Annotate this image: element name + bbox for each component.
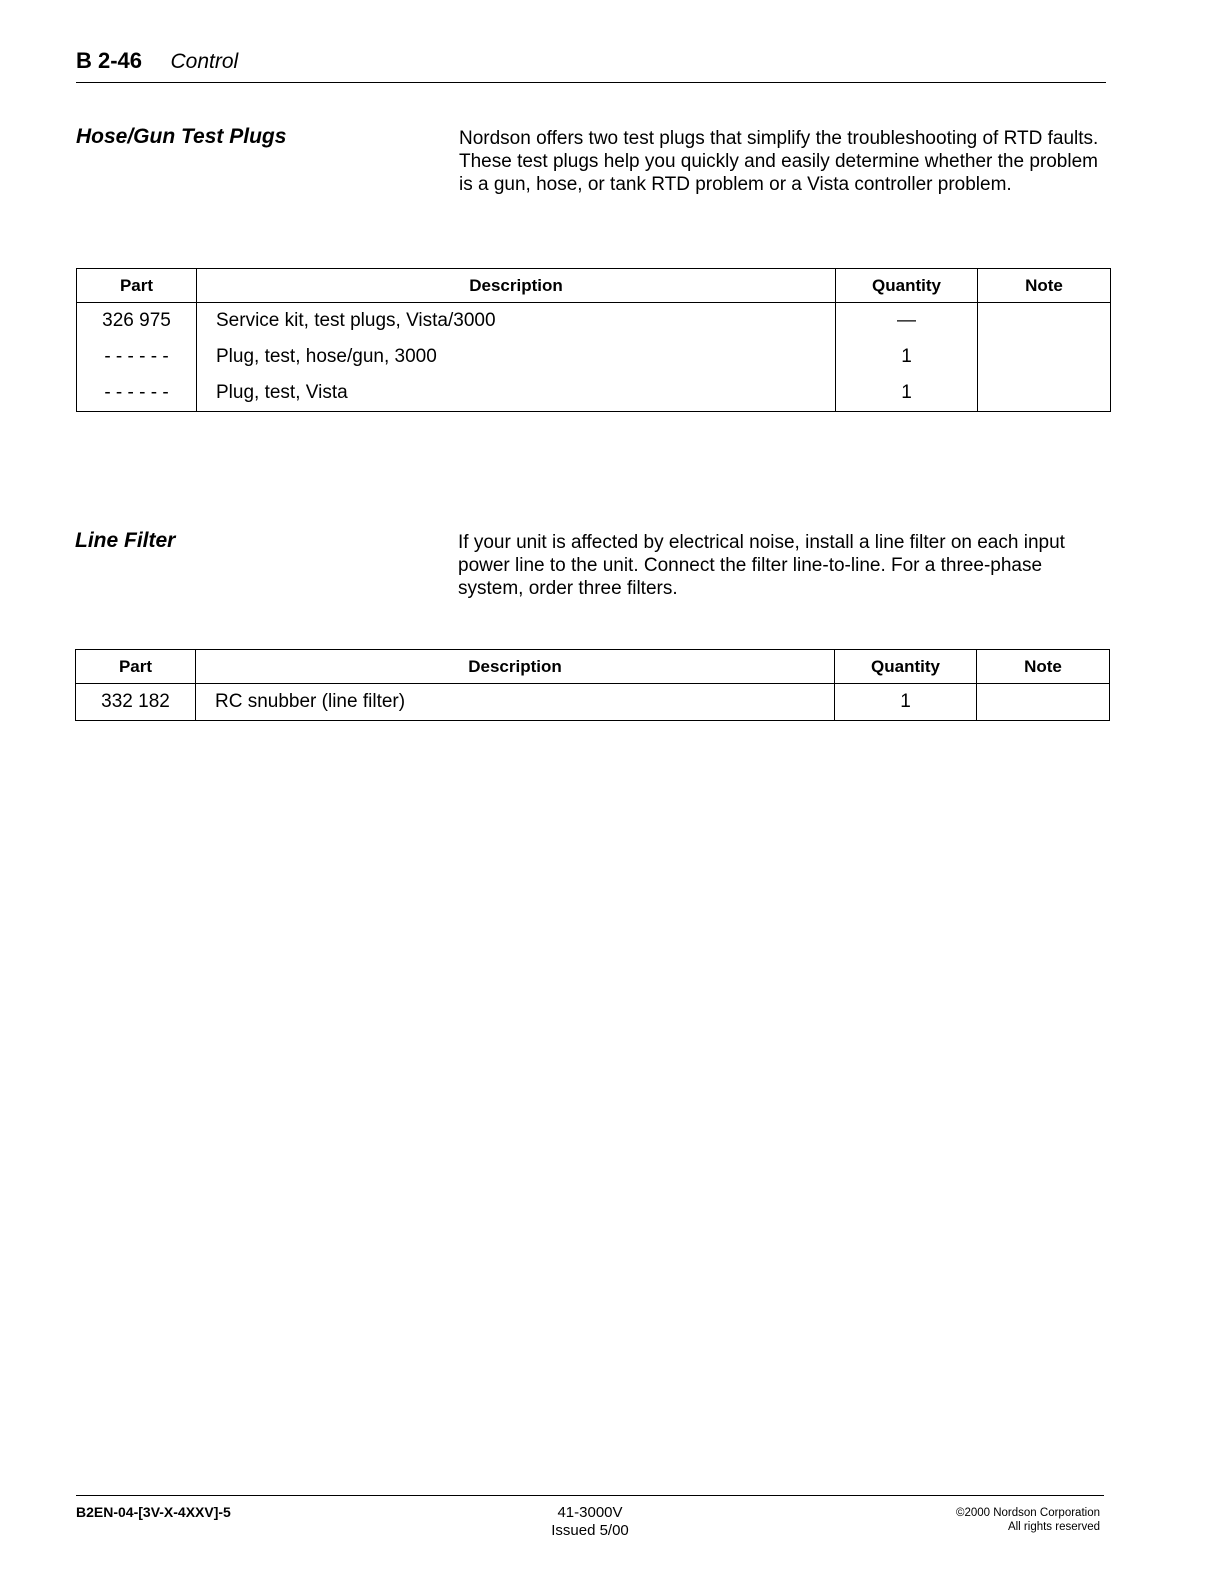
table-header-row	[77, 269, 1111, 303]
part-note	[978, 303, 1111, 340]
rights-text: All rights reserved	[1007, 1521, 1100, 1533]
part-quantity: —	[836, 303, 978, 340]
line-filter-parts-table	[75, 649, 1110, 721]
part-description: RC snubber (line filter)	[196, 684, 835, 721]
footer-doc-code: B2EN-04-[3V-X-4XXV]-5	[76, 1504, 231, 1520]
column-header-note: Note	[978, 269, 1111, 303]
part-description: Plug, test, hose/gun, 3000	[197, 339, 836, 375]
part-note	[978, 375, 1111, 412]
footer-copyright	[956, 1506, 1100, 1534]
part-number: 326 975	[77, 303, 197, 340]
section-name: Control	[170, 50, 239, 73]
line-filter-text: If your unit is affected by electrical noise, install a line filter on each input power line to the unit. Connect the filter line-to-line. For a three-phase system, order three filters.	[458, 532, 1065, 599]
hose-gun-parts-table	[76, 268, 1111, 412]
table-row	[77, 375, 1111, 412]
part-quantity: 1	[835, 684, 977, 721]
page-header	[76, 48, 1106, 83]
table-row	[77, 339, 1111, 375]
hose-gun-title: Hose/Gun Test Plugs	[76, 125, 287, 148]
page-number: B 2-46	[76, 48, 143, 73]
column-header-quantity: Quantity	[835, 650, 977, 684]
column-header-note: Note	[977, 650, 1110, 684]
line-filter-title: Line Filter	[75, 529, 176, 552]
copyright-text: ©2000 Nordson Corporation	[955, 1507, 1100, 1519]
part-quantity: 1	[836, 375, 978, 412]
column-header-description: Description	[197, 269, 836, 303]
table-row	[77, 303, 1111, 340]
hose-gun-text: Nordson offers two test plugs that simplify the troubleshooting of RTD faults. These test plugs help you quickly and easily determine whether the problem is a gun, hose, or tank RTD problem or a Vista controller problem.	[459, 128, 1099, 195]
part-note	[977, 684, 1110, 721]
part-description: Plug, test, Vista	[197, 375, 836, 412]
footer-divider	[76, 1495, 1104, 1496]
part-quantity: 1	[836, 339, 978, 375]
manual-number: 41-3000V	[557, 1504, 623, 1521]
part-number: - - - - - -	[77, 375, 197, 412]
table-header-row	[76, 650, 1110, 684]
part-description: Service kit, test plugs, Vista/3000	[197, 303, 836, 340]
column-header-part: Part	[76, 650, 196, 684]
part-note	[978, 339, 1111, 375]
part-number: - - - - - -	[77, 339, 197, 375]
table-row	[76, 684, 1110, 721]
column-header-description: Description	[196, 650, 835, 684]
part-number: 332 182	[76, 684, 196, 721]
footer-manual-info	[490, 1504, 690, 1540]
column-header-part: Part	[77, 269, 197, 303]
issue-date: Issued 5/00	[551, 1522, 629, 1539]
column-header-quantity: Quantity	[836, 269, 978, 303]
